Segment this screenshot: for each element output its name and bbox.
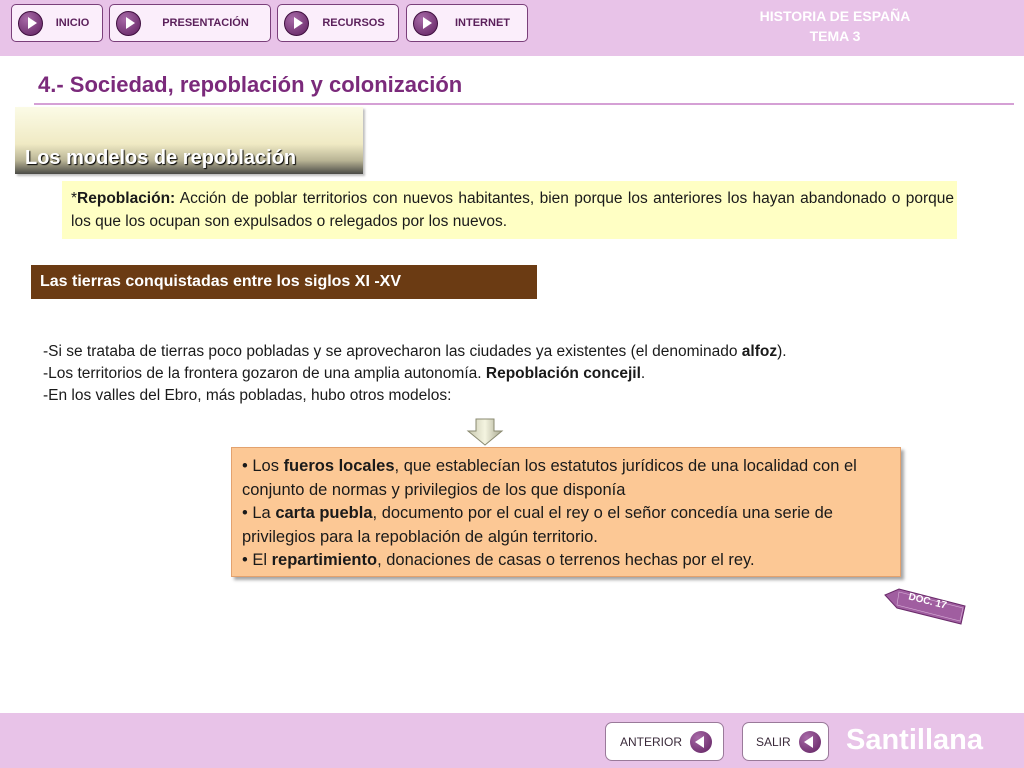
nav-recursos-label: RECURSOS — [322, 17, 385, 29]
nav-presentacion-label: PRESENTACIÓN — [162, 17, 249, 29]
back-arrow-icon — [690, 731, 712, 753]
section-tab — [15, 107, 363, 174]
doc-link-icon[interactable] — [883, 588, 967, 628]
line-2 — [43, 363, 787, 385]
page-title: 4.- Sociedad, repoblación y colonización — [38, 72, 463, 97]
bullet-fueros — [242, 455, 892, 502]
publisher-logo: Santillana — [846, 724, 983, 756]
subheading-bar: Las tierras conquistadas entre los siglos XI -XV — [31, 265, 537, 299]
nav-inicio-label: INICIO — [55, 17, 90, 29]
bullet-2-text: , documento por el cual el rey o el señor concedía una serie de privilegios para la repoblación de algún territorio. — [242, 504, 833, 546]
play-icon — [413, 11, 438, 36]
definition-text: Acción de poblar territorios con nuevos habitantes, bien porque los anteriores los hayan abandonado o porque los que los ocupan son expulsados o relegados por los nuevos. — [71, 190, 954, 230]
definition-term: Repoblación: — [77, 190, 176, 207]
bullet-2-start: • La — [242, 504, 276, 523]
line-1 — [43, 341, 787, 363]
bullets-box — [231, 447, 901, 577]
anterior-button[interactable] — [605, 722, 724, 761]
nav-internet-button[interactable] — [406, 4, 528, 42]
bullet-repartimiento — [242, 549, 892, 573]
salir-label: SALIR — [756, 734, 791, 749]
line-2-end: . — [640, 365, 646, 382]
line-2-bold: Repoblación concejil — [485, 365, 641, 382]
doc-link-label[interactable]: DOC. 17 — [907, 591, 948, 612]
play-icon — [116, 11, 141, 36]
line-2-text: -Los territorios de la frontera gozaron de una amplia autonomía. — [43, 365, 486, 382]
nav-presentacion-button[interactable] — [109, 4, 271, 42]
definition-prefix: * — [71, 190, 78, 207]
bullet-2-bold: carta puebla — [275, 504, 373, 523]
anterior-label: ANTERIOR — [620, 734, 683, 749]
title-divider — [34, 103, 1014, 105]
nav-recursos-button[interactable] — [277, 4, 399, 42]
bullet-3-text: , donaciones de casas o terrenos hechas por el rey. — [377, 551, 755, 570]
course-name: HISTORIA DE ESPAÑA — [759, 8, 911, 24]
back-arrow-icon — [799, 731, 821, 753]
course-unit: TEMA 3 — [809, 28, 861, 44]
line-1-text: -Si se trataba de tierras poco pobladas y se aprovecharon las ciudades ya existentes (el denominado — [43, 343, 742, 360]
line-1-end: ). — [777, 343, 787, 360]
line-1-bold: alfoz — [741, 343, 778, 360]
arrow-down-icon — [466, 418, 504, 446]
course-title — [720, 6, 950, 46]
content-lines — [43, 341, 787, 407]
definition-box — [62, 181, 957, 239]
bullet-1-bold: fueros locales — [283, 457, 395, 475]
play-icon — [18, 11, 43, 36]
nav-internet-label: INTERNET — [455, 17, 510, 29]
play-icon — [284, 11, 309, 36]
bullet-3-bold: repartimiento — [271, 551, 378, 570]
bullet-carta-puebla — [242, 502, 892, 549]
nav-inicio-button[interactable] — [11, 4, 103, 42]
salir-button[interactable] — [742, 722, 829, 761]
line-3: -En los valles del Ebro, más pobladas, hubo otros modelos: — [43, 387, 452, 404]
bullet-1-text: , que establecían los estatutos jurídicos de una localidad con el conjunto de normas y privilegios de los que disponía — [242, 457, 857, 499]
bullet-1-start: • Los — [242, 457, 284, 475]
bullet-3-start: • El — [242, 551, 272, 570]
section-tab-label: Los modelos de repoblación — [25, 147, 297, 169]
